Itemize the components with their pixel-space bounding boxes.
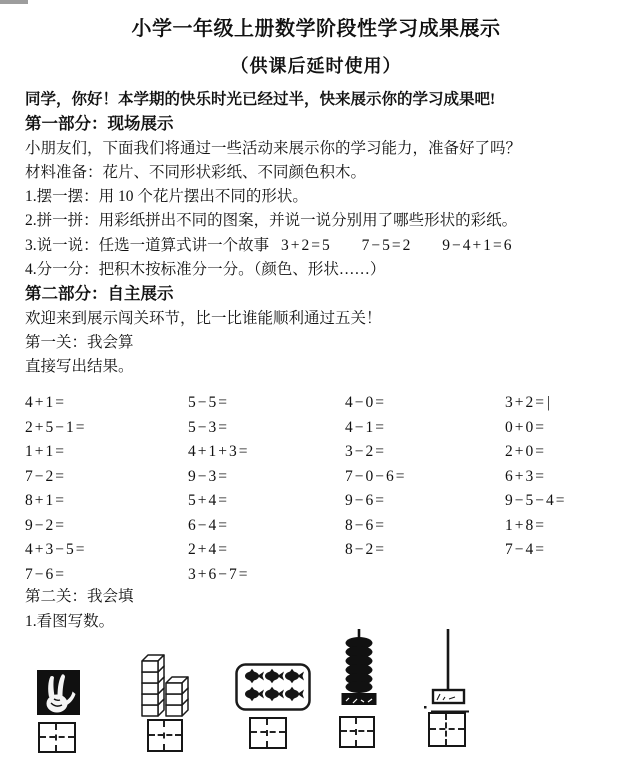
math-problem-cell[interactable]: 2+0= bbox=[505, 443, 546, 461]
math-problem-cell[interactable]: 1+8= bbox=[505, 516, 546, 534]
story-equation-1: 3+2=5 bbox=[281, 237, 332, 254]
math-problem-cell bbox=[505, 563, 627, 588]
text-cursor: | bbox=[546, 394, 551, 412]
greeting-line: 同学，你好！本学期的快乐时光已经过半，快来展示你的学习成果吧! bbox=[25, 91, 496, 108]
level1-heading: 第一关：我会算 bbox=[25, 334, 134, 351]
math-problem-cell[interactable]: 4+1+3= bbox=[188, 443, 250, 461]
level2-instruction: 1.看图写数。 bbox=[25, 613, 115, 630]
activity-item-3-text: 3.说一说：任选一道算式讲一个故事 bbox=[25, 237, 270, 254]
answer-box[interactable] bbox=[339, 716, 375, 748]
abacus-beads-icon bbox=[339, 629, 379, 707]
math-problem-cell bbox=[345, 563, 505, 588]
math-problem-cell[interactable]: 4+3−5= bbox=[25, 541, 87, 559]
activity-item-2: 2.拼一拼：用彩纸拼出不同的图案，并说一说分别用了哪些形状的彩纸。 bbox=[25, 212, 518, 229]
part2-intro: 欢迎来到展示闯关环节，比一比谁能顺利通过五关！ bbox=[25, 310, 382, 327]
math-problem-cell[interactable]: 5−5= bbox=[188, 394, 229, 412]
math-problem-cell[interactable]: 4−1= bbox=[345, 418, 386, 436]
activity-item-4: 4.分一分：把积木按标准分一分。（颜色、形状……） bbox=[25, 261, 386, 278]
math-problems-grid bbox=[25, 391, 627, 587]
cube-stacks-icon bbox=[140, 643, 190, 717]
level2-heading: 第二关：我会填 bbox=[25, 588, 134, 605]
page-subtitle: （供课后延时使用） bbox=[230, 56, 402, 76]
hand-two-fingers-icon bbox=[37, 670, 80, 715]
math-problem-cell[interactable]: 4+1= bbox=[25, 394, 66, 412]
math-problem-cell[interactable]: 9−6= bbox=[345, 492, 386, 510]
math-problem-cell[interactable]: 8−2= bbox=[345, 541, 386, 559]
math-problem-cell[interactable]: 7−2= bbox=[25, 467, 66, 485]
math-problem-cell[interactable]: 9−5−4= bbox=[505, 492, 567, 510]
math-problem-cell[interactable]: 8+1= bbox=[25, 492, 66, 510]
math-problem-cell[interactable]: 6+3= bbox=[505, 467, 546, 485]
math-problem-cell[interactable]: 8−6= bbox=[345, 516, 386, 534]
math-problem-cell[interactable]: 9−2= bbox=[25, 516, 66, 534]
answer-box[interactable] bbox=[38, 722, 76, 753]
story-equation-2: 7−5=2 bbox=[361, 237, 413, 254]
fish-group-icon bbox=[235, 663, 311, 711]
part1-materials: 材料准备：花片、不同形状彩纸、不同颜色积木。 bbox=[25, 164, 367, 181]
answer-box[interactable] bbox=[249, 717, 287, 749]
answer-box[interactable] bbox=[428, 712, 466, 747]
math-problem-cell[interactable]: 2+5−1= bbox=[25, 418, 87, 436]
page-title: 小学一年级上册数学阶段性学习成果展示 bbox=[131, 18, 501, 40]
math-problem-cell[interactable] bbox=[505, 391, 627, 416]
answer-box[interactable] bbox=[147, 719, 183, 752]
math-problem-cell[interactable]: 3+6−7= bbox=[188, 565, 250, 583]
part1-heading: 第一部分：现场展示 bbox=[25, 114, 174, 133]
math-problem-cell[interactable]: 1+1= bbox=[25, 443, 66, 461]
part1-intro: 小朋友们，下面我们将通过一些活动来展示你的学习能力，准备好了吗？ bbox=[25, 140, 522, 157]
part2-heading: 第二部分：自主展示 bbox=[25, 284, 174, 303]
math-problem-cell[interactable]: 7−6= bbox=[25, 565, 66, 583]
story-equation-3: 9−4+1=6 bbox=[442, 237, 514, 254]
activity-item-1: 1.摆一摆：用 10 个花片摆出不同的形状。 bbox=[25, 188, 308, 205]
math-problem-cell[interactable]: 4−0= bbox=[345, 394, 386, 412]
math-problem-cell[interactable]: 6−4= bbox=[188, 516, 229, 534]
math-problem-cell[interactable]: 3−2= bbox=[345, 443, 386, 461]
activity-item-3 bbox=[25, 236, 513, 256]
level1-instruction: 直接写出结果。 bbox=[25, 358, 134, 375]
math-problem-cell[interactable]: 0+0= bbox=[505, 418, 546, 436]
math-problem-cell[interactable]: 2+4= bbox=[188, 541, 229, 559]
abacus-empty-rod-icon bbox=[424, 629, 470, 713]
window-edge-artifact bbox=[0, 0, 28, 4]
math-problem-cell[interactable]: 5+4= bbox=[188, 492, 229, 510]
math-problem-cell[interactable]: 5−3= bbox=[188, 418, 229, 436]
math-problem-cell[interactable]: 9−3= bbox=[188, 467, 229, 485]
math-problem-text: 3+2= bbox=[505, 394, 546, 412]
math-problem-cell[interactable]: 7−0−6= bbox=[345, 467, 407, 485]
math-problem-cell[interactable]: 7−4= bbox=[505, 541, 546, 559]
